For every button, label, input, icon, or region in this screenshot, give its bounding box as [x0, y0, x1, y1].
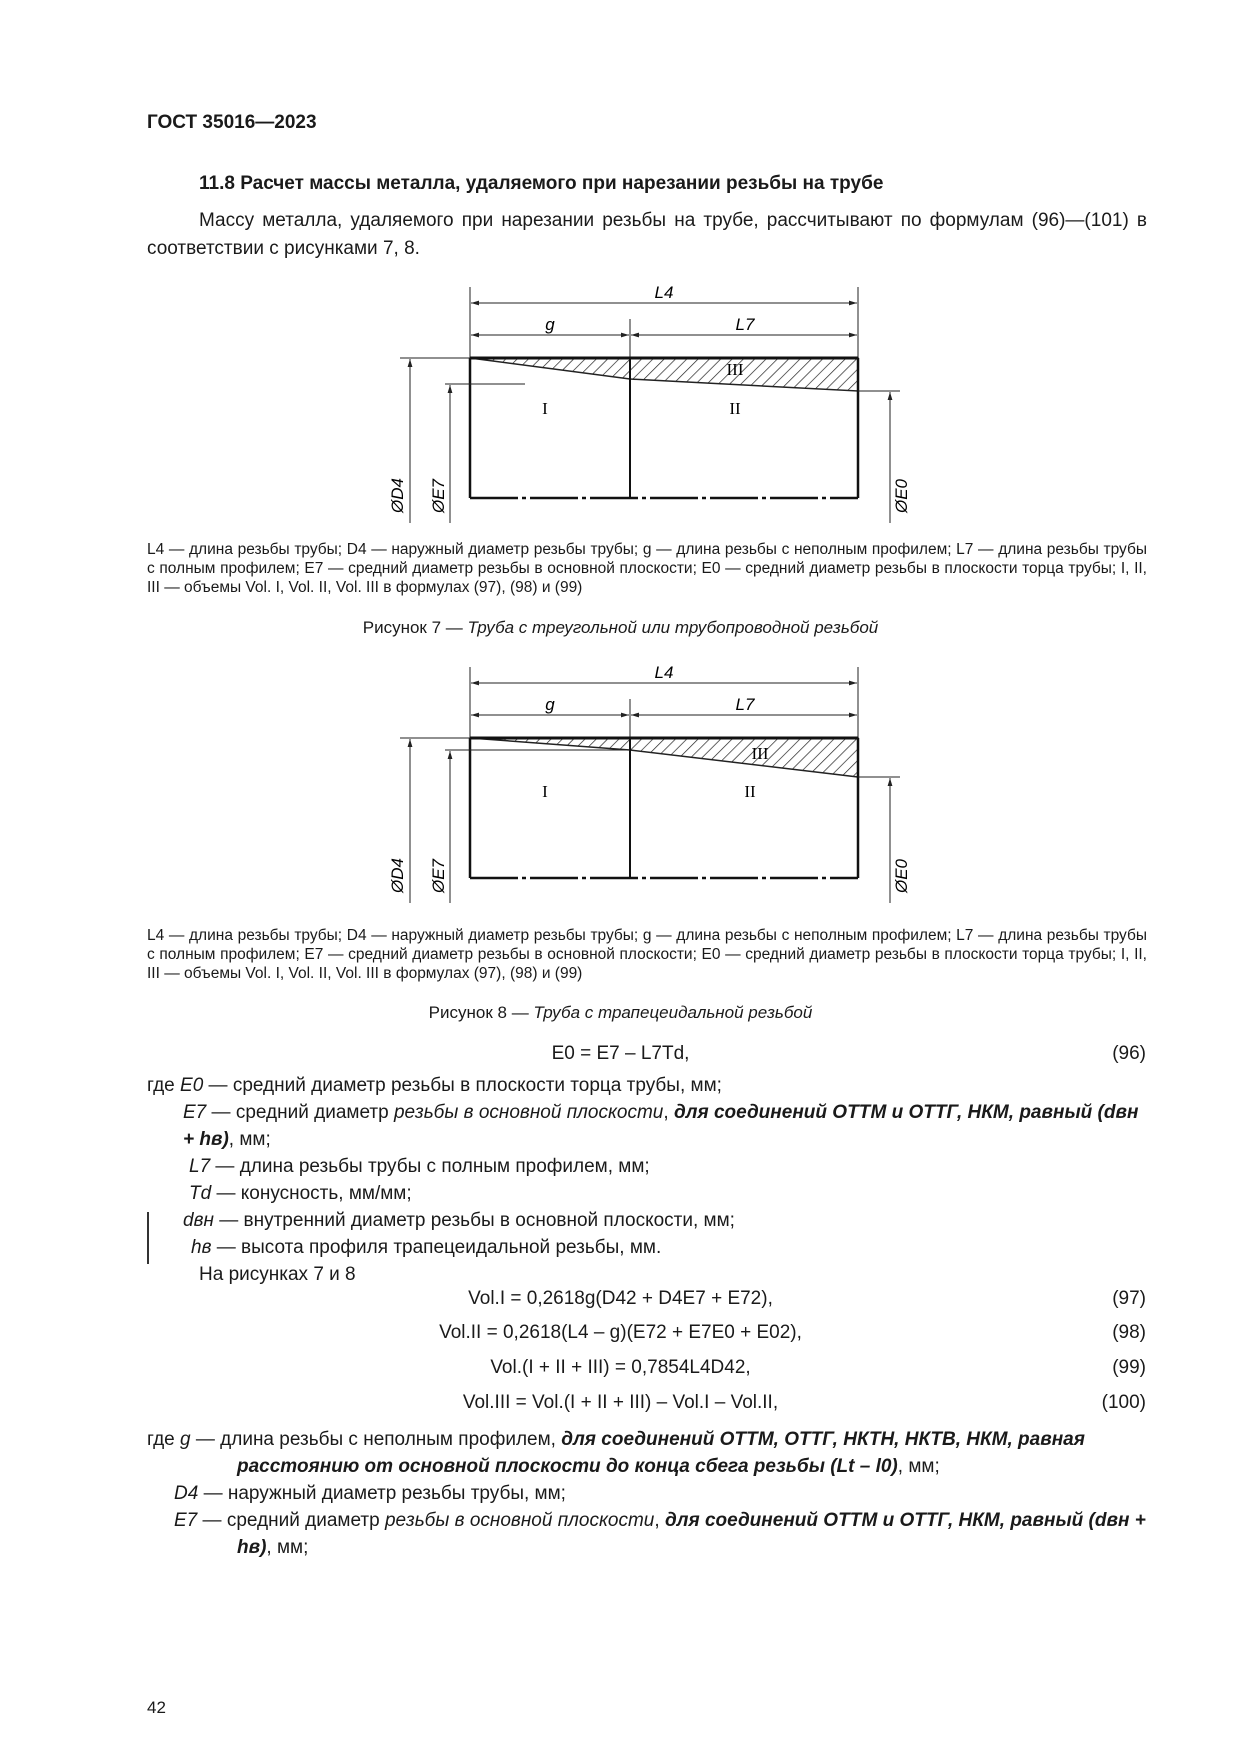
where-text: средний диаметр	[226, 1510, 385, 1531]
where-text-end: , мм;	[266, 1537, 309, 1558]
where-symbol: E0	[180, 1075, 204, 1096]
label-E0: ØE0	[892, 478, 911, 513]
label-E0: ØE0	[892, 858, 911, 893]
where-item: hв — высота профиля трапецеидальной резьбы, мм.	[191, 1237, 662, 1258]
where-text: наружный диаметр резьбы трубы, мм;	[227, 1483, 566, 1504]
figure-7-caption-title: Труба с треугольной или трубопроводной резьбой	[467, 618, 879, 637]
where-list-1	[147, 1072, 1147, 1288]
where-text: длина резьбы трубы с полным профилем, мм;	[239, 1156, 650, 1177]
equation-100-number: (100)	[1101, 1392, 1146, 1413]
where-item: E7 — средний диаметр резьбы в основной плоскости, для соединений ОТТМ и ОТТГ, НКМ, равный (dвн + hв), мм;	[174, 1510, 1146, 1558]
where-symbol: D4	[174, 1483, 199, 1504]
where-text-italic: резьбы в основной плоскости	[384, 1510, 655, 1531]
where-text: высота профиля трапецеидальной резьбы, мм.	[241, 1237, 662, 1258]
figure-8-caption-prefix: Рисунок 8 —	[428, 1003, 534, 1022]
intro-paragraph: Массу металла, удаляемого при нарезании резьбы на трубе, рассчитывают по формулам (96)—(101) в соответствии с рисунками 7, 8.	[147, 210, 1147, 259]
equation-99: Vol.(I + II + III) = 0,7854L4D42,	[490, 1357, 751, 1378]
where-text: длина резьбы с неполным профилем,	[220, 1429, 562, 1450]
section-title: 11.8 Расчет массы металла, удаляемого при нарезании резьбы на трубе	[199, 173, 884, 194]
equation-99-number: (99)	[1112, 1357, 1146, 1378]
equation-96: E0 = E7 – L7Td,	[551, 1043, 690, 1064]
where-text-bold: для соединений ОТТМ и ОТТГ, НКМ, равный (dвн + hв)	[237, 1510, 1146, 1558]
where-text-bold: для соединений ОТТМ и ОТТГ, НКМ, равный (dвн + hв)	[183, 1102, 1139, 1150]
label-III: III	[751, 744, 769, 763]
where-symbol: hв	[191, 1237, 212, 1258]
label-I: I	[542, 399, 548, 418]
figure-7-legend	[147, 540, 1147, 597]
label-L4: L4	[654, 663, 674, 682]
where-symbol: Td	[189, 1183, 212, 1204]
where-item: L7 — длина резьбы трубы с полным профилем, мм;	[189, 1156, 650, 1177]
label-I: I	[542, 782, 548, 801]
label-L7: L7	[735, 315, 755, 334]
where-item: где g — длина резьбы с неполным профилем, для соединений ОТТМ, ОТТГ, НКТН, НКТВ, НКМ, равная расстоянию от основной плоскости до конца сбега резьбы (Lt – l0), мм;	[147, 1429, 1085, 1477]
where-item: Td — конусность, мм/мм;	[189, 1183, 412, 1204]
label-L4: L4	[654, 283, 674, 302]
where-text-bold: для соединений ОТТМ, ОТТГ, НКТН, НКТВ, НКМ, равная расстоянию от основной плоскости до конца сбега резьбы (Lt – l0)	[237, 1429, 1085, 1477]
where-symbol: dвн	[183, 1210, 214, 1231]
where-text-end: , мм;	[897, 1456, 940, 1477]
where-text-sep: ,	[663, 1102, 674, 1123]
where-text: конусность, мм/мм;	[240, 1183, 412, 1204]
where-prefix: где	[147, 1075, 175, 1096]
where-text: средний диаметр	[235, 1102, 394, 1123]
figure-7-caption	[0, 618, 1241, 638]
where-symbol: g	[180, 1429, 191, 1450]
label-E7: ØE7	[429, 858, 448, 893]
label-II: II	[744, 782, 756, 801]
equation-98: Vol.II = 0,2618(L4 – g)(E72 + E7E0 + E02),	[439, 1322, 802, 1343]
where-item: dвн — внутренний диаметр резьбы в основной плоскости, мм;	[183, 1210, 735, 1231]
equation-98-number: (98)	[1112, 1322, 1146, 1343]
where-text-sep: ,	[654, 1510, 665, 1531]
figure-8-legend	[147, 926, 1147, 983]
where-prefix: где	[147, 1429, 175, 1450]
where-symbol: E7	[174, 1510, 198, 1531]
where-item: E7 — средний диаметр резьбы в основной плоскости, для соединений ОТТМ и ОТТГ, НКМ, равный (dвн + hв), мм;	[183, 1102, 1139, 1150]
label-D4: ØD4	[388, 858, 407, 893]
figure-8-caption	[0, 1003, 1241, 1023]
equation-97: Vol.I = 0,2618g(D42 + D4E7 + E72),	[468, 1288, 773, 1309]
page-number: 42	[147, 1698, 166, 1717]
where-text: внутренний диаметр резьбы в основной плоскости, мм;	[243, 1210, 735, 1231]
where-text-italic: резьбы в основной плоскости	[393, 1102, 664, 1123]
label-g: g	[545, 315, 555, 334]
label-g: g	[545, 695, 555, 714]
figure-7-drawing	[355, 283, 915, 533]
label-D4: ØD4	[388, 478, 407, 513]
where-item: D4 — наружный диаметр резьбы трубы, мм;	[174, 1483, 566, 1504]
where-after: На рисунках 7 и 8	[199, 1264, 356, 1285]
change-bar	[147, 1212, 149, 1264]
where-symbol: E7	[183, 1102, 207, 1123]
where-symbol: L7	[189, 1156, 211, 1177]
where-text-end: , мм;	[228, 1129, 271, 1150]
document-standard-header: ГОСТ 35016—2023	[147, 112, 317, 133]
label-III: III	[726, 360, 744, 379]
equation-97-number: (97)	[1112, 1288, 1146, 1309]
figure-8-caption-title: Труба с трапецеидальной резьбой	[533, 1003, 813, 1022]
equation-96-number: (96)	[1112, 1043, 1146, 1064]
where-list-2	[147, 1426, 1147, 1561]
equation-100: Vol.III = Vol.(I + II + III) – Vol.I – Vol.II,	[462, 1392, 779, 1413]
figure-7-legend-text: L4 — длина резьбы трубы; D4 — наружный диаметр резьбы трубы; g — длина резьбы с неполным профилем; L7 — длина резьбы трубы с полным профилем; E7 — средний диаметр резьбы в основной плоскости; E0 — средний диаметр резьбы в плоскости торца трубы; I, II, III — объемы Vol. I, Vol. II, Vol. III в формулах (97), (98) и (99)	[147, 541, 1147, 596]
label-L7: L7	[735, 695, 755, 714]
where-text: средний диаметр резьбы в плоскости торца трубы, мм;	[232, 1075, 722, 1096]
figure-8-drawing	[355, 663, 915, 913]
figure-7-caption-prefix: Рисунок 7 —	[362, 618, 468, 637]
figure-8-legend-text: L4 — длина резьбы трубы; D4 — наружный диаметр резьбы трубы; g — длина резьбы с неполным профилем; L7 — длина резьбы трубы с полным профилем; E7 — средний диаметр резьбы в основной плоскости; E0 — средний диаметр резьбы в плоскости торца трубы; I, II, III — объемы Vol. I, Vol. II, Vol. III в формулах (97), (98) и (99)	[147, 927, 1147, 982]
label-E7: ØE7	[429, 478, 448, 513]
where-item: где E0 — средний диаметр резьбы в плоскости торца трубы, мм;	[147, 1075, 722, 1096]
label-II: II	[729, 399, 741, 418]
